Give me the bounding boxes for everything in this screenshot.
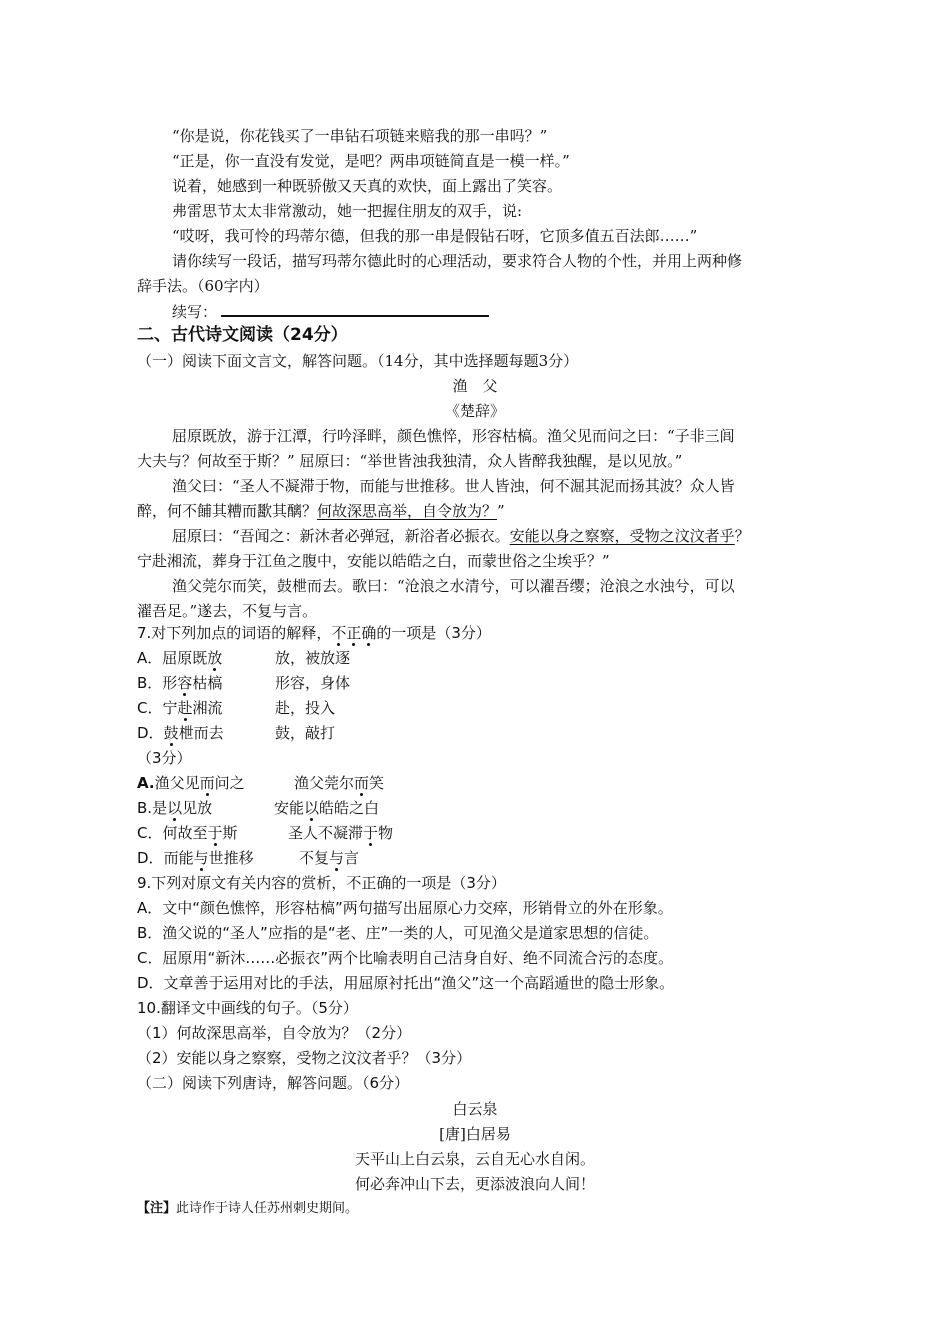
- q10-sub-2: （2）安能以身之察察，受物之汶汶者乎？（3分）: [137, 1049, 472, 1067]
- q9-stem: 9.下列对原文有关内容的赏析，不正确的一项是（3分）: [137, 874, 506, 892]
- continue-row: [172, 301, 489, 322]
- option-explanation: 赴，投入: [275, 699, 336, 717]
- text-span: 形: [162, 674, 178, 692]
- passage-line: “哎呀，我可怜的玛蒂尔德，但我的那一串是假钻石呀，它顶多值五百法郎……”: [172, 227, 698, 245]
- text-span: 7.对下列加点的词语的解释，: [137, 624, 332, 642]
- emphasis-char: 不: [331, 624, 347, 642]
- text-span: 言: [344, 849, 360, 867]
- option-label: D．: [137, 849, 164, 867]
- q10-stem: 10.翻译文中画线的句子。（5分）: [137, 999, 358, 1017]
- dotted-char: 与: [329, 849, 345, 867]
- dotted-char: 放: [207, 649, 223, 667]
- classical-line: [137, 501, 505, 521]
- option-label: B．: [137, 674, 163, 692]
- text-span: 醉，何不餔其糟而歠其醨？: [137, 502, 318, 520]
- text-span: 问之: [214, 774, 245, 792]
- underlined-sentence-1: 何故深思高举，自令放为？: [317, 502, 498, 520]
- option-label: B.: [137, 799, 153, 817]
- text-span: 宁: [162, 699, 178, 717]
- text-span: 枯槁: [192, 674, 223, 692]
- task-line: 请你续写一段话，描写玛蒂尔德此时的心理活动，要求符合人物的个性，并用上两种修: [172, 252, 743, 270]
- poem-author: [唐]白居易: [439, 1125, 511, 1143]
- text-span: ？: [734, 527, 750, 545]
- option-label: C．: [137, 699, 163, 717]
- q7-option-b[interactable]: [137, 673, 351, 693]
- note-text: 此诗作于诗人任苏州刺史期间。: [176, 1201, 359, 1216]
- option-explanation: 形容，身体: [275, 674, 351, 692]
- text-span: 见放: [182, 799, 213, 817]
- dotted-char: 于: [207, 824, 223, 842]
- text-span: 笑: [369, 774, 385, 792]
- classical-line: 渔父莞尔而笑，鼓枻而去。歌曰：“沧浪之水清兮，可以濯吾缨；沧浪之水浊兮，可以: [172, 577, 735, 595]
- q7-option-d[interactable]: [137, 723, 336, 743]
- option-label: D．: [137, 724, 164, 742]
- q7-option-c[interactable]: [137, 698, 336, 718]
- text-span: 何故至: [162, 824, 208, 842]
- text-span: 枻而去: [178, 724, 224, 742]
- dotted-char: 容: [177, 674, 193, 692]
- option-explanation: 放，被放逐: [275, 649, 351, 667]
- dotted-char: 以: [304, 799, 320, 817]
- dotted-char: 而: [199, 774, 215, 792]
- section-heading: 二、古代诗文阅读（24分）: [137, 325, 348, 345]
- text-source: 《楚辞》: [444, 402, 505, 420]
- passage-line: “你是说，你花钱买了一串钻石项链来赔我的那一串吗？”: [172, 127, 548, 145]
- note-label: 【注】: [137, 1201, 177, 1216]
- option-explanation: 鼓，敲打: [275, 724, 336, 742]
- text-span: 皓皓之白: [319, 799, 380, 817]
- text-span: 而能: [163, 849, 194, 867]
- dotted-char: 赴: [177, 699, 193, 717]
- part-intro: （一）阅读下面文言文，解答问题。（14分，其中选择题每题3分）: [137, 352, 579, 370]
- text-span: 斯: [222, 824, 238, 842]
- dotted-char: 于: [363, 824, 379, 842]
- option-label: C．: [137, 824, 163, 842]
- q10-sub-1: （1）何故深思高举，自令放为？（2分）: [137, 1024, 412, 1042]
- part-intro: （二）阅读下列唐诗，解答问题。（6分）: [137, 1074, 410, 1092]
- q8-option-a[interactable]: [137, 773, 385, 793]
- q7-stem: [137, 623, 491, 643]
- text-span: 物: [378, 824, 394, 842]
- text-span: 的一项是（3分）: [376, 624, 491, 642]
- option-label: A．: [137, 649, 163, 667]
- poem-line: 天平山上白云泉，云自无心水自闲。: [354, 1150, 595, 1168]
- continue-label: 续写：: [172, 303, 218, 321]
- text-span: 不复: [299, 849, 330, 867]
- emphasis-char: 正: [346, 624, 362, 642]
- text-span: 屈原既: [162, 649, 208, 667]
- task-line: 辞手法。（60字内）: [137, 277, 269, 295]
- q9-option-a[interactable]: A．文中“颜色憔悴，形容枯槁”两句描写出屈原心力交瘁，形销骨立的外在形象。: [137, 899, 673, 917]
- text-span: 是: [152, 799, 168, 817]
- answer-blank[interactable]: [221, 301, 489, 317]
- q8-score: （3分）: [137, 749, 192, 767]
- classical-line: 宁赴湘流，葬身于江鱼之腹中，安能以皓皓之白，而蒙世俗之尘埃乎？”: [137, 552, 610, 570]
- underlined-sentence-2: 安能以身之察察，受物之汶汶者乎: [509, 527, 735, 545]
- classical-line: [172, 526, 750, 546]
- q9-option-b[interactable]: B．渔父说的“圣人”应指的是“老、庄”一类的人，可见渔父是道家思想的信徒。: [137, 924, 659, 942]
- dotted-char: 而: [354, 774, 370, 792]
- classical-line: 屈原既放，游于江潭，行吟泽畔，颜色憔悴，形容枯槁。渔父见而问之曰：“子非三闾: [172, 427, 735, 445]
- q9-option-c[interactable]: C．屈原用“新沐……必振衣”两个比喻表明自己洁身自好、绝不同流合污的态度。: [137, 949, 674, 967]
- poem-title: 白云泉: [452, 1100, 498, 1118]
- text-span: 世推移: [208, 849, 254, 867]
- q8-option-b[interactable]: [137, 798, 380, 818]
- dotted-char: 与: [193, 849, 209, 867]
- passage-line: “正是，你一直没有发觉，是吧？两串项链简直是一模一样。”: [172, 152, 570, 170]
- option-label: A.: [137, 774, 155, 792]
- text-span: 屈原曰：“吾闻之：新沐者必弹冠，新浴者必振衣。: [172, 527, 510, 545]
- classical-line: 大夫与？何故至于斯？” 屈原曰：“举世皆浊我独清，众人皆醉我独醒，是以见放。”: [137, 452, 683, 470]
- text-title: 渔 父: [452, 377, 498, 395]
- passage-line: 弗雷思节太太非常激动，她一把握住朋友的双手，说:: [172, 202, 523, 220]
- text-span: 湘流: [192, 699, 223, 717]
- q8-option-c[interactable]: [137, 823, 394, 843]
- classical-line: 渔父曰：“圣人不凝滞于物，而能与世推移。世人皆浊，何不淈其泥而扬其波？众人皆: [172, 477, 735, 495]
- dotted-char: 鼓: [163, 724, 179, 742]
- passage-line: 说着，她感到一种既骄傲又天真的欢快，面上露出了笑容。: [172, 177, 563, 195]
- text-span: 圣人不凝滞: [288, 824, 364, 842]
- emphasis-char: 确: [361, 624, 377, 642]
- poem-note: [137, 1199, 358, 1219]
- classical-line: 濯吾足。”遂去，不复与言。: [137, 602, 318, 620]
- text-span: 安能: [274, 799, 305, 817]
- dotted-char: 以: [167, 799, 183, 817]
- q8-option-d[interactable]: [137, 848, 360, 868]
- q7-option-a[interactable]: [137, 648, 351, 668]
- q9-option-d[interactable]: D．文章善于运用对比的手法，用屈原衬托出“渔父”这一个高蹈遁世的隐士形象。: [137, 974, 675, 992]
- text-span: 渔父莞尔: [294, 774, 355, 792]
- text-span: 渔父见: [154, 774, 200, 792]
- text-span: ”: [497, 502, 505, 520]
- poem-line: 何必奔冲山下去，更添波浪向人间！: [354, 1175, 595, 1193]
